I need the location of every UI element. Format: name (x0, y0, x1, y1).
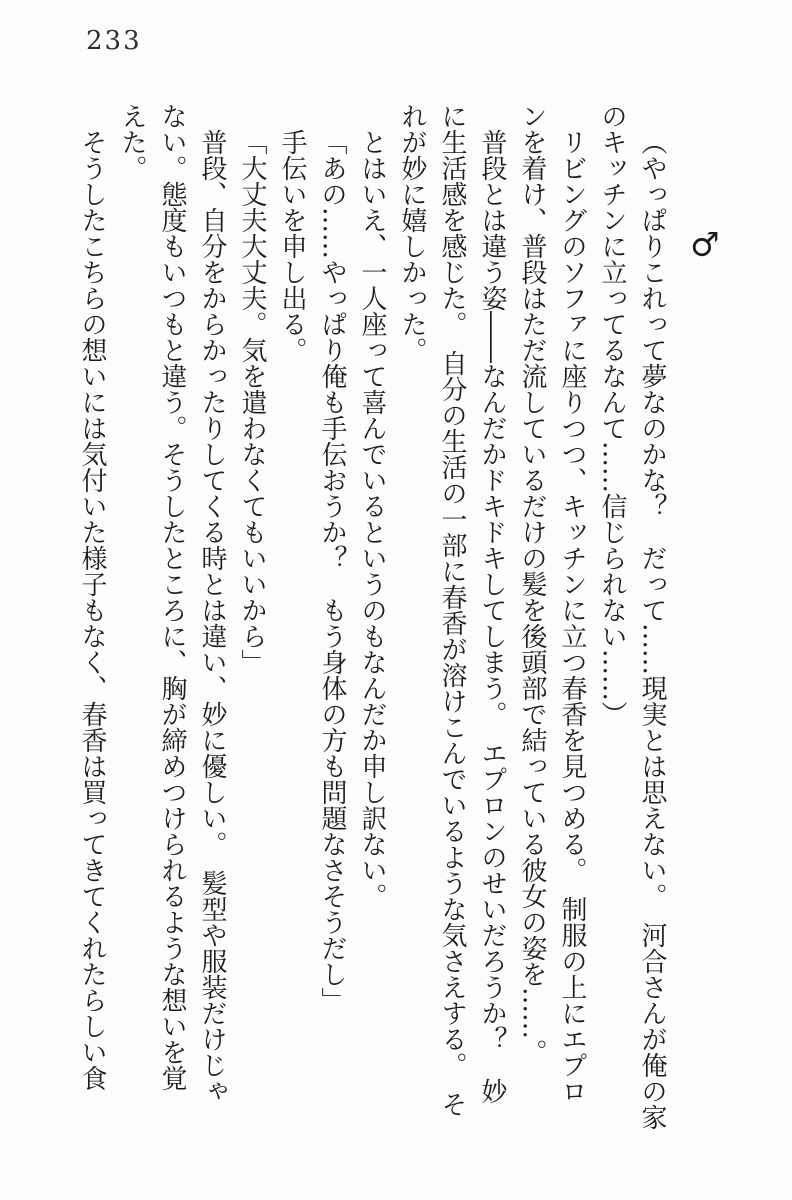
page-number: 233 (86, 26, 142, 56)
text-column: 「あの……やっぱり俺も手伝おうか？ もう身体の方も問題なさそうだし」 (317, 129, 347, 1013)
text-column: に生活感を感じた。 自分の生活の一部に春香が溶けこんでいるような気さえする。 そ (437, 103, 467, 1117)
male-gender-icon: ♂ (690, 225, 720, 264)
text-block (72, 103, 672, 1149)
text-column: 「大丈夫大丈夫。気を遣わなくてもいいから」 (237, 129, 267, 675)
text-column: 普段、自分をからかったりしてくる時とは違い、妙に優しい。 髪型や服装だけじゃ (197, 129, 227, 1104)
text-column: ない。態度もいつもと違う。そうしたところに、胸が締めつけられるような想いを覚 (157, 103, 187, 1091)
text-column: のキッチンに立ってるなんて……信じられない……） (597, 103, 627, 727)
text-column: えた。 (117, 103, 147, 181)
text-column: （やっぱりこれって夢なのかな？ だって……現実とは思えない。 河合さんが俺の家 (637, 129, 667, 1130)
text-column: リビングのソファに座りつつ、キッチンに立つ春香を見つめる。 制服の上にエプロ (557, 129, 587, 1104)
text-column: ンを着け、普段はただ流しているだけの髪を後頭部で結っている彼女の姿を……。 (517, 103, 547, 1065)
text-column: 普段とは違う姿――なんだかドキドキしてしまう。 エプロンのせいだろうか？ 妙 (477, 129, 507, 1104)
text-column: 手伝いを申し出る。 (277, 129, 307, 363)
text-column: れが妙に嬉しかった。 (397, 103, 427, 363)
text-column: とはいえ、一人座って喜んでいるというのもなんだか申し訳ない。 (357, 129, 387, 909)
text-column: そうしたこちらの想いには気付いた様子もなく、春香は買ってきてくれたらしい食 (77, 129, 107, 1091)
